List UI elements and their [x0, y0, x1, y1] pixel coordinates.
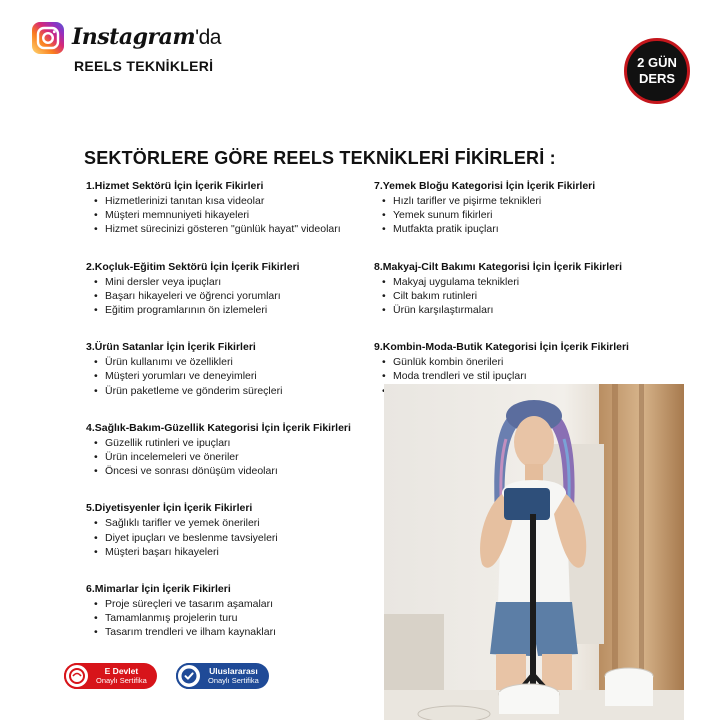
section-title: 3.Ürün Satanlar İçin İçerik Fikirleri — [86, 341, 256, 354]
list-item: • Diyet ipuçları ve beslenme tavsiyeleri — [94, 531, 366, 545]
list-item: • Öncesi ve sonrası dönüşüm videoları — [94, 464, 366, 478]
edevlet-certificate-badge — [64, 663, 157, 689]
checkmark-icon — [176, 663, 202, 689]
brand-suffix: 'da — [195, 26, 221, 49]
international-certificate-badge — [176, 663, 269, 689]
edevlet-certificate-title: E Devlet — [104, 666, 139, 676]
brand-wordmark: Instagram — [72, 24, 196, 50]
badge-line-1: 2 GÜN — [637, 55, 677, 70]
list-item: • Müşteri memnuniyeti hikayeleri — [94, 208, 366, 222]
list-item: • Cilt bakım rutinleri — [382, 289, 674, 303]
list-item: • Mutfakta pratik ipuçları — [382, 222, 674, 236]
section-list — [86, 355, 366, 398]
section-title: 6.Mimarlar İçin İçerik Fikirleri — [86, 583, 231, 596]
list-item: • Yemek sunum fikirleri — [382, 208, 674, 222]
section-list — [374, 194, 674, 237]
brand-name — [72, 24, 221, 50]
list-item: • Müşteri başarı hikayeleri — [94, 545, 366, 559]
idea-section — [374, 180, 674, 237]
international-certificate-text — [202, 666, 269, 686]
section-list — [86, 436, 366, 479]
idea-section — [86, 341, 366, 398]
left-column — [86, 180, 366, 664]
idea-section — [86, 583, 366, 640]
idea-section — [86, 180, 366, 237]
list-item: • Proje süreçleri ve tasarım aşamaları — [94, 597, 366, 611]
international-certificate-title: Uluslararası — [209, 666, 258, 676]
section-list — [86, 194, 366, 237]
list-item: • Hizmetlerinizi tanıtan kısa videolar — [94, 194, 366, 208]
edevlet-certificate-text — [90, 666, 157, 686]
list-item: • Hızlı tarifler ve pişirme teknikleri — [382, 194, 674, 208]
instagram-logo-icon — [32, 22, 64, 54]
list-item: • Ürün kullanımı ve özellikleri — [94, 355, 366, 369]
idea-section — [374, 261, 674, 318]
list-item: • Eğitim programlarının ön izlemeleri — [94, 303, 366, 317]
section-title: 9.Kombin-Moda-Butik Kategorisi İçin İçerik Fikirleri — [374, 341, 629, 354]
section-title: 2.Koçluk-Eğitim Sektörü İçin İçerik Fikirleri — [86, 260, 300, 273]
section-title: 8.Makyaj-Cilt Bakımı Kategorisi İçin İçerik Fikirleri — [374, 260, 623, 273]
section-title: 4.Sağlık-Bakım-Güzellik Kategorisi İçin İçerik Fikirleri — [86, 421, 351, 434]
list-item: • Sağlıklı tarifler ve yemek önerileri — [94, 516, 366, 530]
edevlet-certificate-subtitle: Onaylı Sertifika — [96, 676, 147, 685]
page-subtitle: REELS TEKNİKLERİ — [74, 58, 214, 74]
section-list — [86, 597, 366, 640]
list-item: • Ürün incelemeleri ve öneriler — [94, 450, 366, 464]
woman-filming-phone-photo — [384, 384, 684, 720]
list-item: • Moda trendleri ve stil ipuçları — [382, 369, 674, 383]
section-list — [86, 516, 366, 559]
list-item: • Güzellik rutinleri ve ipuçları — [94, 436, 366, 450]
section-list — [86, 275, 366, 318]
list-item: • Günlük kombin önerileri — [382, 355, 674, 369]
section-title: 1.Hizmet Sektörü İçin İçerik Fikirleri — [86, 180, 264, 192]
list-item: • Tasarım trendleri ve ilham kaynakları — [94, 625, 366, 639]
list-item: • Hizmet sürecinizi gösteren "günlük hayat" videoları — [94, 222, 366, 236]
international-certificate-subtitle: Onaylı Sertifika — [208, 676, 259, 685]
list-item: • Makyaj uygulama teknikleri — [382, 275, 674, 289]
badge-line-2: DERS — [638, 71, 676, 86]
photo-illustration — [384, 384, 684, 720]
list-item: • Tamamlanmış projelerin turu — [94, 611, 366, 625]
list-item: • Ürün paketleme ve gönderim süreçleri — [94, 384, 366, 398]
section-title: 7.Yemek Bloğu Kategorisi İçin İçerik Fikirleri — [374, 180, 596, 192]
list-item: • Ürün karşılaştırmaları — [382, 303, 674, 317]
section-list — [374, 275, 674, 318]
edevlet-icon — [64, 663, 90, 689]
list-item: • Mini dersler veya ipuçları — [94, 275, 366, 289]
list-item: • Müşteri yorumları ve deneyimleri — [94, 369, 366, 383]
page-title: SEKTÖRLERE GÖRE REELS TEKNİKLERİ FİKİRLERİ : — [84, 148, 556, 168]
duration-badge — [624, 38, 690, 104]
idea-section — [86, 261, 366, 318]
idea-section — [86, 422, 366, 479]
list-item: • Başarı hikayeleri ve öğrenci yorumları — [94, 289, 366, 303]
section-title: 5.Diyetisyenler İçin İçerik Fikirleri — [86, 502, 253, 515]
idea-section — [86, 502, 366, 559]
